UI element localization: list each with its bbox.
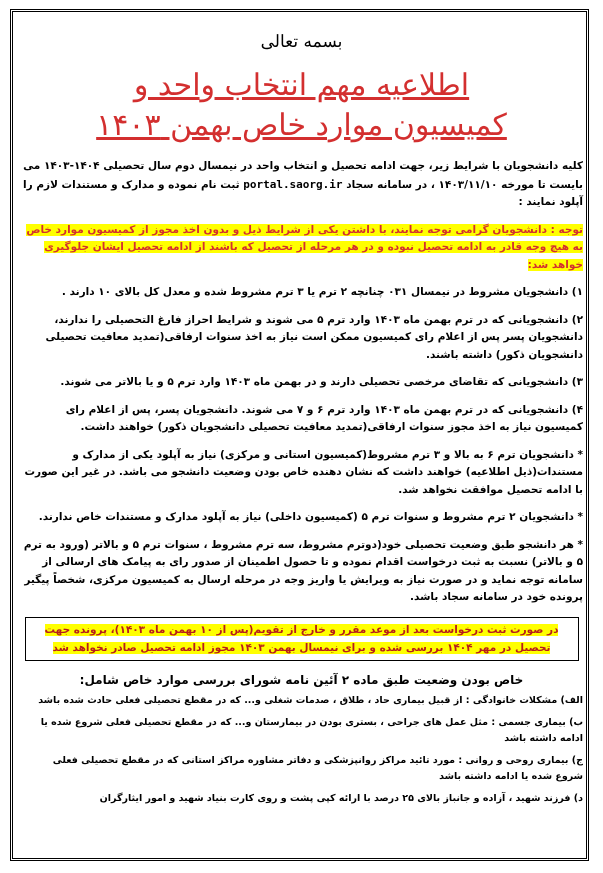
condition-item-4: ۴) دانشجویانی که در ترم بهمن ماه ۱۴۰۳ وارد ترم ۶ و ۷ می شوند. دانشجویان پسر، پس از اعلام رای کمیسیون نیاز به اخذ مجوز سنوات ارفاقی(تمدید معافیت تحصیلی دانشجویان ذکور) خواهند داشت. — [65, 403, 583, 433]
title-line1-text: اطلاعیه مهم انتخاب واحد و — [133, 68, 470, 103]
intro-paragraph — [14, 158, 589, 212]
announcement-title-line2 — [14, 106, 589, 146]
deadline-notice-text — [32, 621, 572, 657]
title-line2-text: کمیسیون موارد خاص بهمن ۱۴۰۳ — [96, 108, 507, 143]
announcement-page — [14, 12, 589, 862]
deadline-notice-box — [25, 617, 579, 661]
condition-item-1: ۱) دانشجویان مشروط در نیمسال ۰۳۱ چنانچه ۲ ترم یا ۳ ترم مشروط شده و معدل کل بالای ۱۰ دارند . — [61, 286, 583, 298]
case-jim: ج) بیماری روحی و روانی : مورد تائید مراکز روانپزشکی و دفاتر مشاوره مراکز استانی که در مقطع تحصیلی فعلی شروع شده یا ادامه داشته باشد — [52, 754, 583, 782]
deadline-notice-highlight: در صورت ثبت درخواست بعد از موعد مقرر و خارج از تقویم(پس از ۱۰ بهمن ماه ۱۴۰۳)، پرونده جهت تحصیل در مهر ۱۴۰۴ بررسی شده و برای نیمسال بهمن ۱۴۰۳ مجوز ادامه تحصیل صادر نخواهد شد — [44, 623, 559, 654]
note-2: * دانشجویان ۲ ترم مشروط و سنوات ترم ۵ (کمیسیون داخلی) نیاز به آپلود مدارک و مستندات خاص ندارند. — [38, 511, 583, 523]
portal-link[interactable]: portal.saorg.ir — [243, 177, 343, 191]
intro-text-part2: ثبت نام نموده و مدارک و مستندات لازم را آپلود نمایند : — [23, 178, 583, 208]
note-3: * هر دانشجو طبق وضعیت تحصیلی خود(دوترم مشروط، سه ترم مشروط ، سنوات ترم ۵ و بالاتر (ورود به ترم ۵ و بالاتر) نسبت به ثبت درخواست اقدام نموده و تا حصول اطمینان از صدور رای به پیامک های ارسالی از سامانه توجه نماید و در صورت نیاز به ویرایش یا واریز وجه در مرحله ارسال به کمیسیون مرکزی، شخصاً پیگیر پرونده خود در سامانه سجاد باشد. — [23, 538, 583, 603]
special-cases-heading: خاص بودن وضعیت طبق ماده ۲ آئین نامه شورای بررسی موارد خاص شامل: — [79, 672, 524, 687]
intro-text-part1: کلیه دانشجویان با شرایط زیر، جهت ادامه تحصیل و انتخاب واحد در نیمسال دوم سال تحصیلی ۱۴۰۴-۱۴۰۳ می بایست تا مورخه ۱۴۰۳/۱۱/۱۰ ، در سامانه سجاد — [23, 160, 583, 191]
case-alef: الف) مشکلات خانوادگی : از قبیل بیماری حاد ، طلاق ، صدمات شغلی و... که در مقطع تحصیلی فعلی حادث شده باشد — [38, 694, 583, 706]
special-cases-list — [14, 693, 589, 807]
bismillah-heading: بسمه تعالی — [260, 32, 343, 52]
condition-item-2: ۲) دانشجویانی که در ترم بهمن ماه ۱۴۰۳ وارد ترم ۵ می شوند و شرایط احراز فارغ التحصیلی را ندارند، دانشجویان پسر پس از اعلام رای کمیسیون ممکن است نیاز به اخذ سنوات ارفاقی(تمدید معافیت تحصیلی دانشجویان ذکور) داشته باشند. — [45, 313, 583, 361]
condition-item-3: ۳) دانشجویانی که تقاضای مرخصی تحصیلی دارند و در بهمن ماه ۱۴۰۳ وارد ترم ۵ و یا بالاتر می شوند. — [60, 376, 583, 388]
note-1: * دانشجویان ترم ۶ به بالا و ۳ ترم مشروط(کمیسیون استانی و مرکزی) نیاز به آپلود یکی از مدارک و مستندات(ذیل اطلاعیه) خواهند داشت که نشان دهنده خاص بودن وضعیت دانشجو می باشد. در غیر این صورت با ادامه تحصیل موافقت نخواهد شد. — [24, 448, 583, 496]
case-dal: د) فرزند شهید ، آزاده و جانباز بالای ۲۵ درصد با ارائه کپی پشت و روی کارت بنیاد شهید و امور ایثارگران — [99, 792, 583, 804]
warning-text: توجه : دانشجویان گرامی توجه نمایند، با داشتن یکی از شرایط ذیل و بدون اخذ مجوز از کمیسیون موارد خاص به هیچ وجه قادر به ادامه تحصیل نبوده و در هر مرحله از تحصیل که باشند از ادامه تحصیل ایشان جلوگیری خواهد شد: — [26, 223, 583, 271]
warning-paragraph — [14, 222, 589, 275]
case-be: ب) بیماری جسمی : مثل عمل های جراحی ، بستری بودن در بیمارستان و... که در مقطع تحصیلی فعلی شروع شده یا ادامه داشته باشد — [40, 716, 583, 744]
announcement-title-line1 — [14, 66, 589, 106]
